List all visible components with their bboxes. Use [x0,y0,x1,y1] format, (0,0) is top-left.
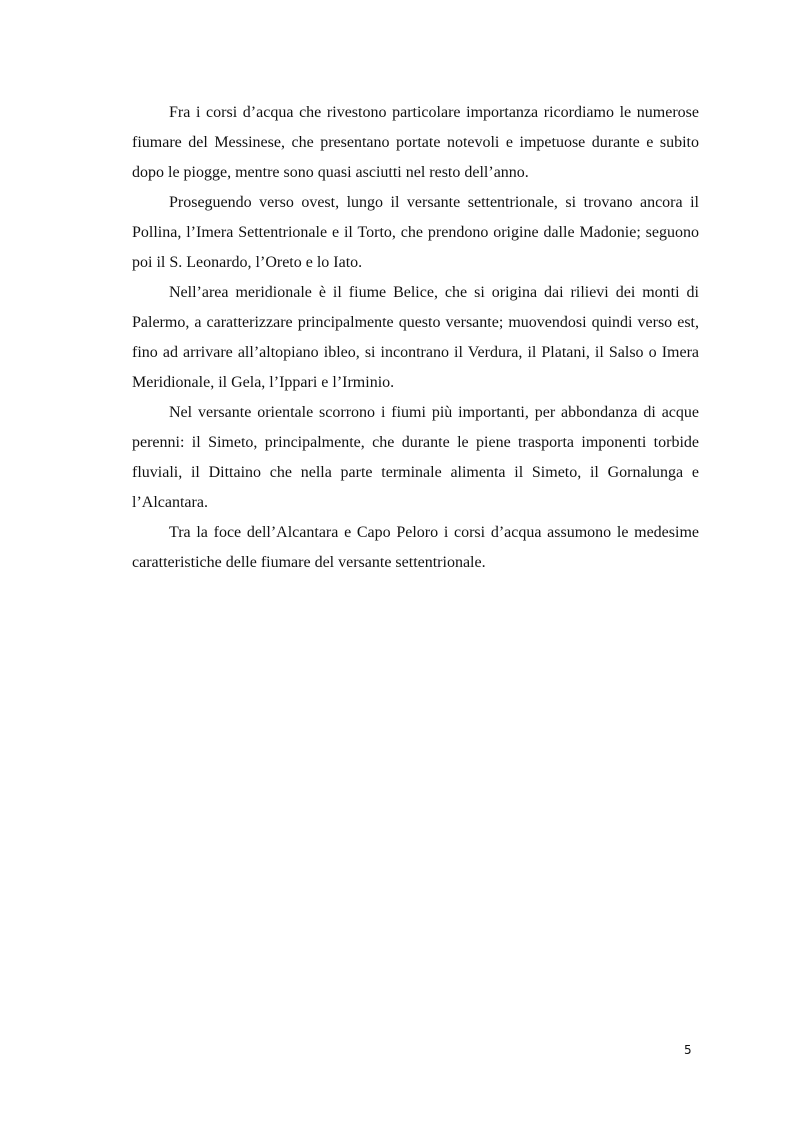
paragraph: Tra la foce dell’Alcantara e Capo Peloro i corsi d’acqua assumono le medesime caratteristiche delle fiumare del versante settentrionale. [132,524,699,571]
paragraph: Nel versante orientale scorrono i fiumi più importanti, per abbondanza di acque perenni: il Simeto, principalmente, che durante le piene trasporta imponenti torbide fluviali, il Dittaino che nella parte terminale alimenta il Simeto, il Gornalunga e l’Alcantara. [132,404,699,511]
page-number: 5 [684,1043,692,1057]
paragraph: Nell’area meridionale è il fiume Belice, che si origina dai rilievi dei monti di Palermo, a caratterizzare principalmente questo versante; muovendosi quindi verso est, fino ad arrivare all’altopiano ibleo, si incontrano il Verdura, il Platani, il Salso o Imera Meridionale, il Gela, l’Ippari e l’Irminio. [132,284,699,391]
body-text [132,98,699,578]
paragraph: Fra i corsi d’acqua che rivestono particolare importanza ricordiamo le numerose fiumare del Messinese, che presentano portate notevoli e impetuose durante e subito dopo le piogge, mentre sono quasi asciutti nel resto dell’anno. [132,104,699,181]
paragraph: Proseguendo verso ovest, lungo il versante settentrionale, si trovano ancora il Pollina, l’Imera Settentrionale e il Torto, che prendono origine dalle Madonie; seguono poi il S. Leonardo, l’Oreto e lo Iato. [132,194,699,271]
